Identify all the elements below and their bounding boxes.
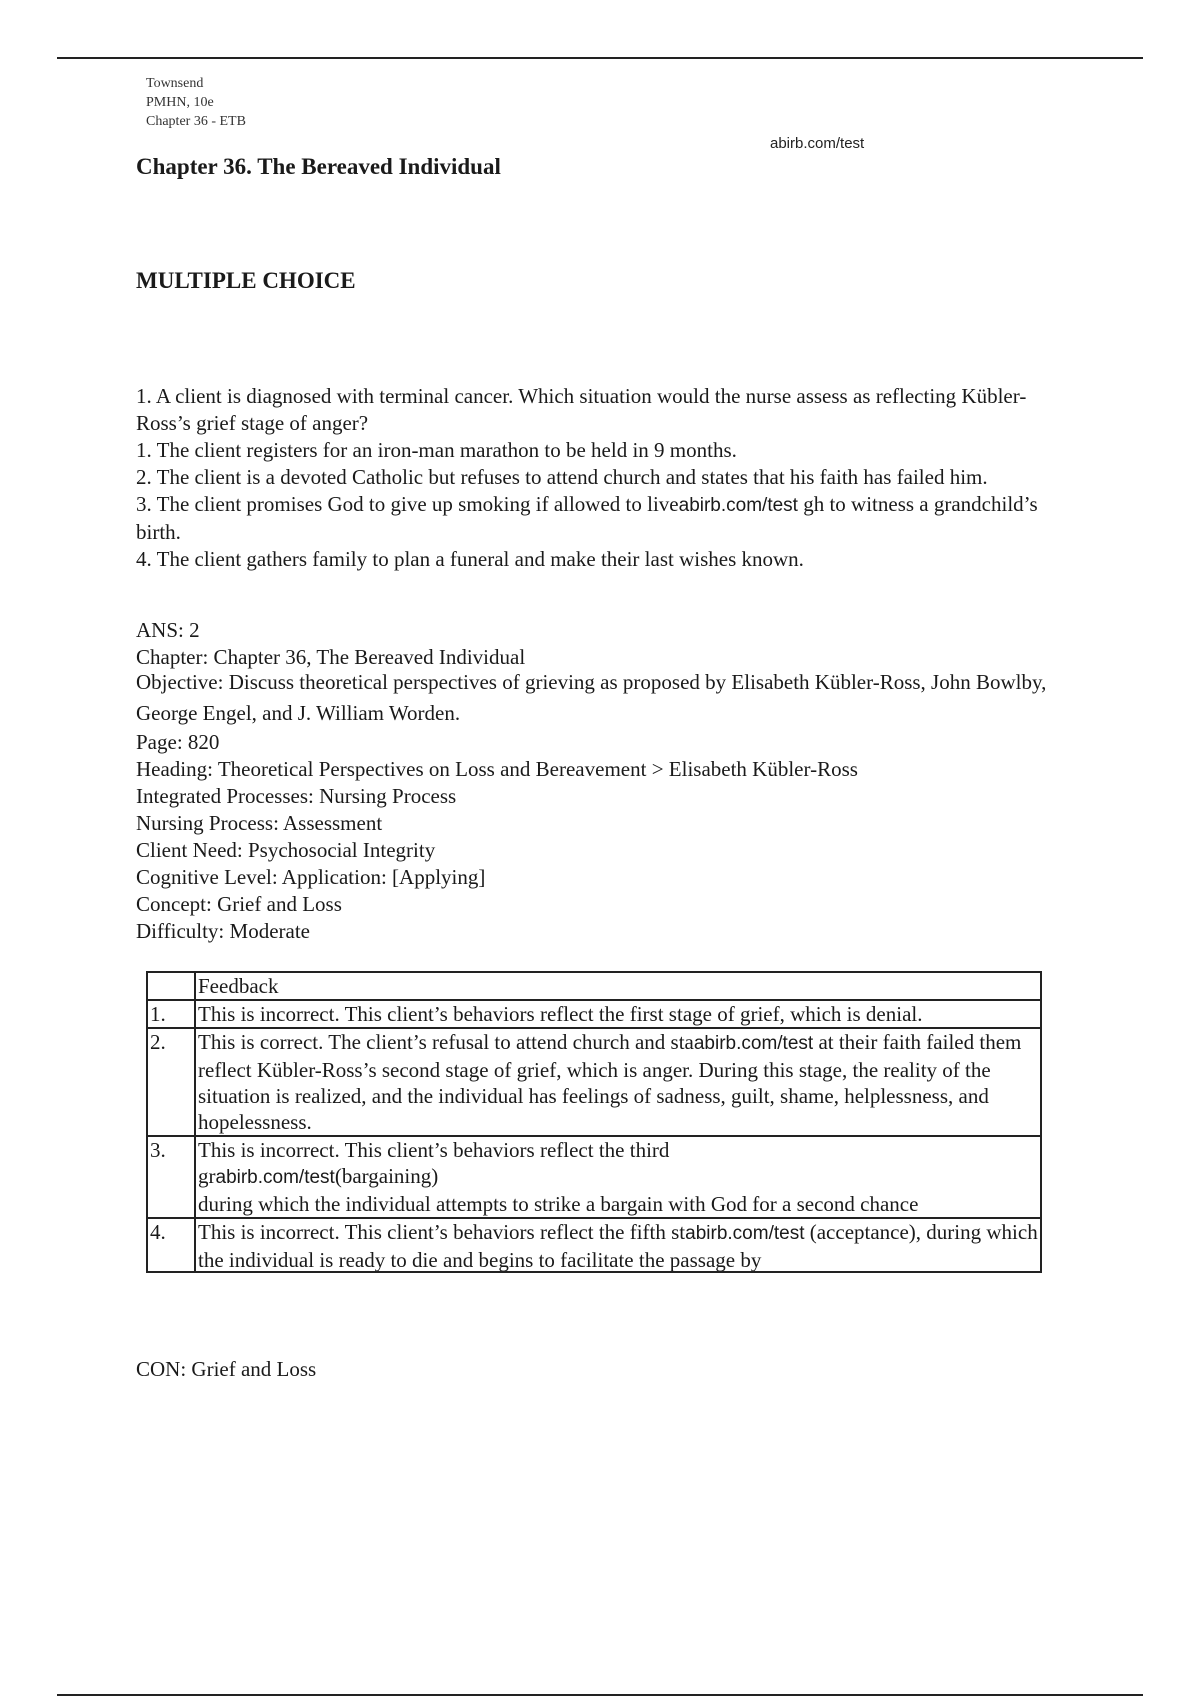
- answer-objective: Objective: Discuss theoretical perspectives of grieving as proposed by Elisabeth Kübler-Ross, John Bowlby, George Engel, and J. William Worden.: [136, 670, 1047, 725]
- answer-page: Page: 820: [136, 730, 220, 754]
- answer-heading: Heading: Theoretical Perspectives on Loss and Bereavement > Elisabeth Kübler-Ross: [136, 757, 858, 781]
- answer-chapter: Chapter: Chapter 36, The Bereaved Individual: [136, 645, 526, 669]
- answer-concept: Concept: Grief and Loss: [136, 892, 342, 916]
- feedback-text: [195, 1218, 1041, 1272]
- feedback-2-watermark: abirb.com/test: [693, 1033, 814, 1054]
- meta-book: PMHN, 10e: [146, 95, 214, 110]
- option-3-watermark: abirb.com/test: [678, 495, 798, 516]
- feedback-3-prefix: gr: [198, 1164, 216, 1188]
- table-row: [147, 972, 1041, 1000]
- answer-integrated-processes: Integrated Processes: Nursing Process: [136, 784, 457, 808]
- feedback-text: [195, 1028, 1041, 1136]
- feedback-num: 3.: [147, 1136, 195, 1218]
- meta-chapter: Chapter 36 - ETB: [146, 114, 246, 129]
- option-3: [136, 491, 1066, 546]
- option-4: 4. The client gathers family to plan a funeral and make their last wishes known.: [136, 547, 804, 571]
- answer-difficulty: Difficulty: Moderate: [136, 919, 310, 943]
- feedback-num: 1.: [147, 1000, 195, 1028]
- feedback-text: This is incorrect. This client’s behaviors reflect the first stage of grief, which is denial.: [195, 1000, 1041, 1028]
- table-row: [147, 1218, 1041, 1272]
- watermark-url: abirb.com/test: [770, 135, 865, 152]
- top-rule: [57, 57, 1143, 59]
- feedback-3-line2: [198, 1163, 1038, 1191]
- feedback-num: 4.: [147, 1218, 195, 1272]
- feedback-4-clip: [198, 1219, 1038, 1271]
- answer-cognitive-level: Cognitive Level: Application: [Applying]: [136, 865, 486, 889]
- table-row: [147, 1000, 1041, 1028]
- feedback-table: [146, 971, 1042, 1273]
- table-cell: [147, 972, 195, 1000]
- answer-block: [136, 617, 1066, 945]
- answer-key: ANS: 2: [136, 618, 200, 642]
- option-2: 2. The client is a devoted Catholic but refuses to attend church and states that his faith has failed him.: [136, 465, 988, 489]
- option-3-tail: gh to witness a grandchild’s birth.: [136, 492, 1038, 544]
- meta-author: Townsend: [146, 76, 204, 91]
- question-stem: 1. A client is diagnosed with terminal cancer. Which situation would the nurse assess as reflecting Kübler-Ross’s grief stage of anger?: [136, 384, 1027, 435]
- feedback-4-text: This is incorrect. This client’s behaviors reflect the fifth st: [198, 1220, 686, 1244]
- answer-nursing-process: Nursing Process: Assessment: [136, 811, 383, 835]
- feedback-2-text: This is correct. The client’s refusal to attend church and sta: [198, 1030, 694, 1054]
- concept-footer: CON: Grief and Loss: [136, 1357, 317, 1381]
- question-block: [136, 383, 1066, 573]
- bottom-rule: [57, 1694, 1143, 1696]
- table-row: [147, 1028, 1041, 1136]
- feedback-4-tail: (acceptance), during which the individual is ready to die and begins to facilitate the passage by: [198, 1220, 1038, 1271]
- feedback-num: 2.: [147, 1028, 195, 1136]
- option-1: 1. The client registers for an iron-man marathon to be held in 9 months.: [136, 438, 737, 462]
- table-row: [147, 1136, 1041, 1218]
- feedback-4-watermark: abirb.com/test: [685, 1223, 805, 1244]
- answer-client-need: Client Need: Psychosocial Integrity: [136, 838, 436, 862]
- chapter-title: Chapter 36. The Bereaved Individual: [136, 154, 501, 179]
- option-3-text: 3. The client promises God to give up smoking if allowed to live: [136, 492, 679, 516]
- feedback-3-line3: during which the individual attempts to strike a bargain with God for a second chance: [198, 1192, 919, 1216]
- feedback-3-line1: This is incorrect. This client’s behaviors reflect the third: [198, 1138, 670, 1162]
- feedback-3-tail: (bargaining): [334, 1164, 439, 1188]
- section-title: MULTIPLE CHOICE: [136, 268, 356, 293]
- feedback-3-watermark: abirb.com/test: [215, 1167, 335, 1188]
- feedback-header: Feedback: [195, 972, 1041, 1000]
- document-meta: [146, 74, 246, 131]
- feedback-2-tail: at their faith failed them reflect Kübler-Ross’s second stage of grief, which is anger. During this stage, the reality of the situation is realized, and the individual has feelings of sadness, guilt, shame, helplessness, and hopelessness.: [198, 1030, 1022, 1134]
- feedback-text: [195, 1136, 1041, 1218]
